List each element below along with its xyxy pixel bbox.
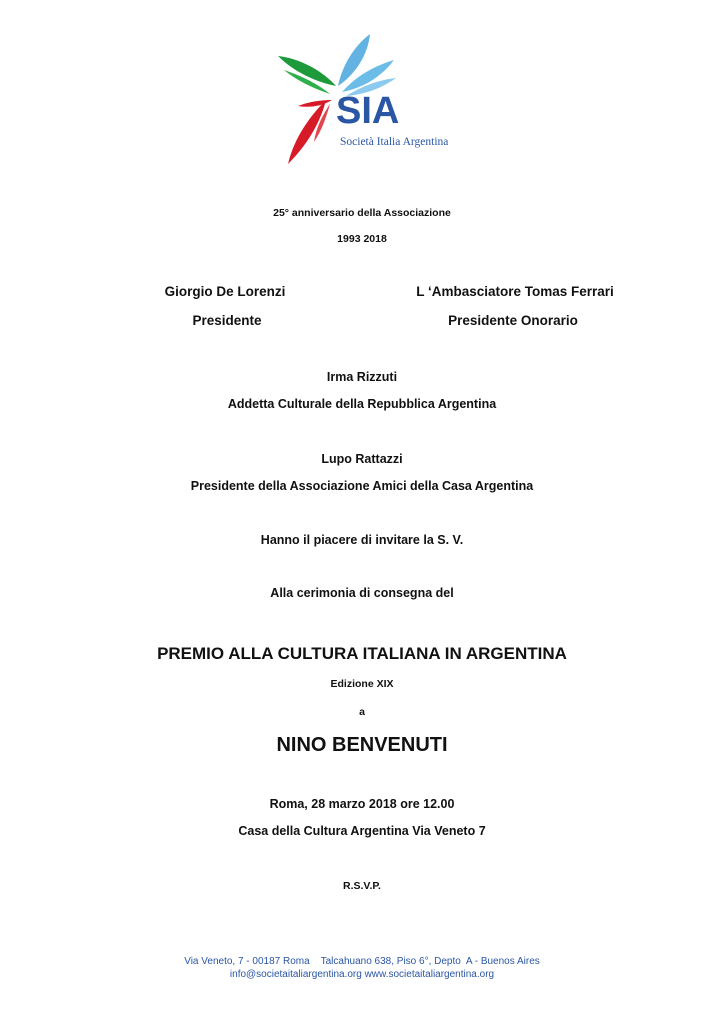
- footer-address: Via Veneto, 7 - 00187 Roma Talcahuano 638, Piso 6°, Depto A - Buenos Aires: [184, 956, 540, 967]
- host-right-role: Presidente Onorario: [448, 313, 578, 328]
- guest1-name: Irma Rizzuti: [326, 370, 398, 384]
- award-to: a: [359, 706, 365, 718]
- host-left-role: Presidente: [192, 313, 262, 328]
- ceremony-line: Alla cerimonia di consegna del: [270, 586, 454, 600]
- logo-wordmark: SIA: [336, 90, 400, 132]
- invite-line: Hanno il piacere di invitare la S. V.: [260, 533, 464, 547]
- award-recipient: NINO BENVENUTI: [276, 734, 448, 756]
- award-title: PREMIO ALLA CULTURA ITALIANA IN ARGENTINA: [157, 644, 567, 663]
- award-edition: Edizione XIX: [330, 678, 394, 690]
- rsvp: R.S.V.P.: [343, 880, 381, 892]
- event-venue: Casa della Cultura Argentina Via Veneto 7: [238, 824, 486, 838]
- event-datetime: Roma, 28 marzo 2018 ore 12.00: [269, 797, 455, 811]
- red-leaf-small: [298, 100, 332, 107]
- guest1-role: Addetta Culturale della Repubblica Argentina: [227, 397, 497, 411]
- footer-contacts: info@societaitaliargentina.org www.societaitaliargentina.org: [229, 969, 495, 980]
- host-left-name: Giorgio De Lorenzi: [164, 284, 286, 299]
- sia-logo: [270, 30, 470, 170]
- guest2-role: Presidente della Associazione Amici della Casa Argentina: [190, 479, 534, 493]
- host-right-name: L ‘Ambasciatore Tomas Ferrari: [416, 284, 614, 299]
- anniversary-line: 25° anniversario della Associazione: [273, 207, 451, 219]
- years-line: 1993 2018: [337, 233, 387, 245]
- red-leaf-big: [288, 100, 326, 164]
- logo-subtitle: Società Italia Argentina: [340, 136, 449, 148]
- guest2-name: Lupo Rattazzi: [321, 452, 403, 466]
